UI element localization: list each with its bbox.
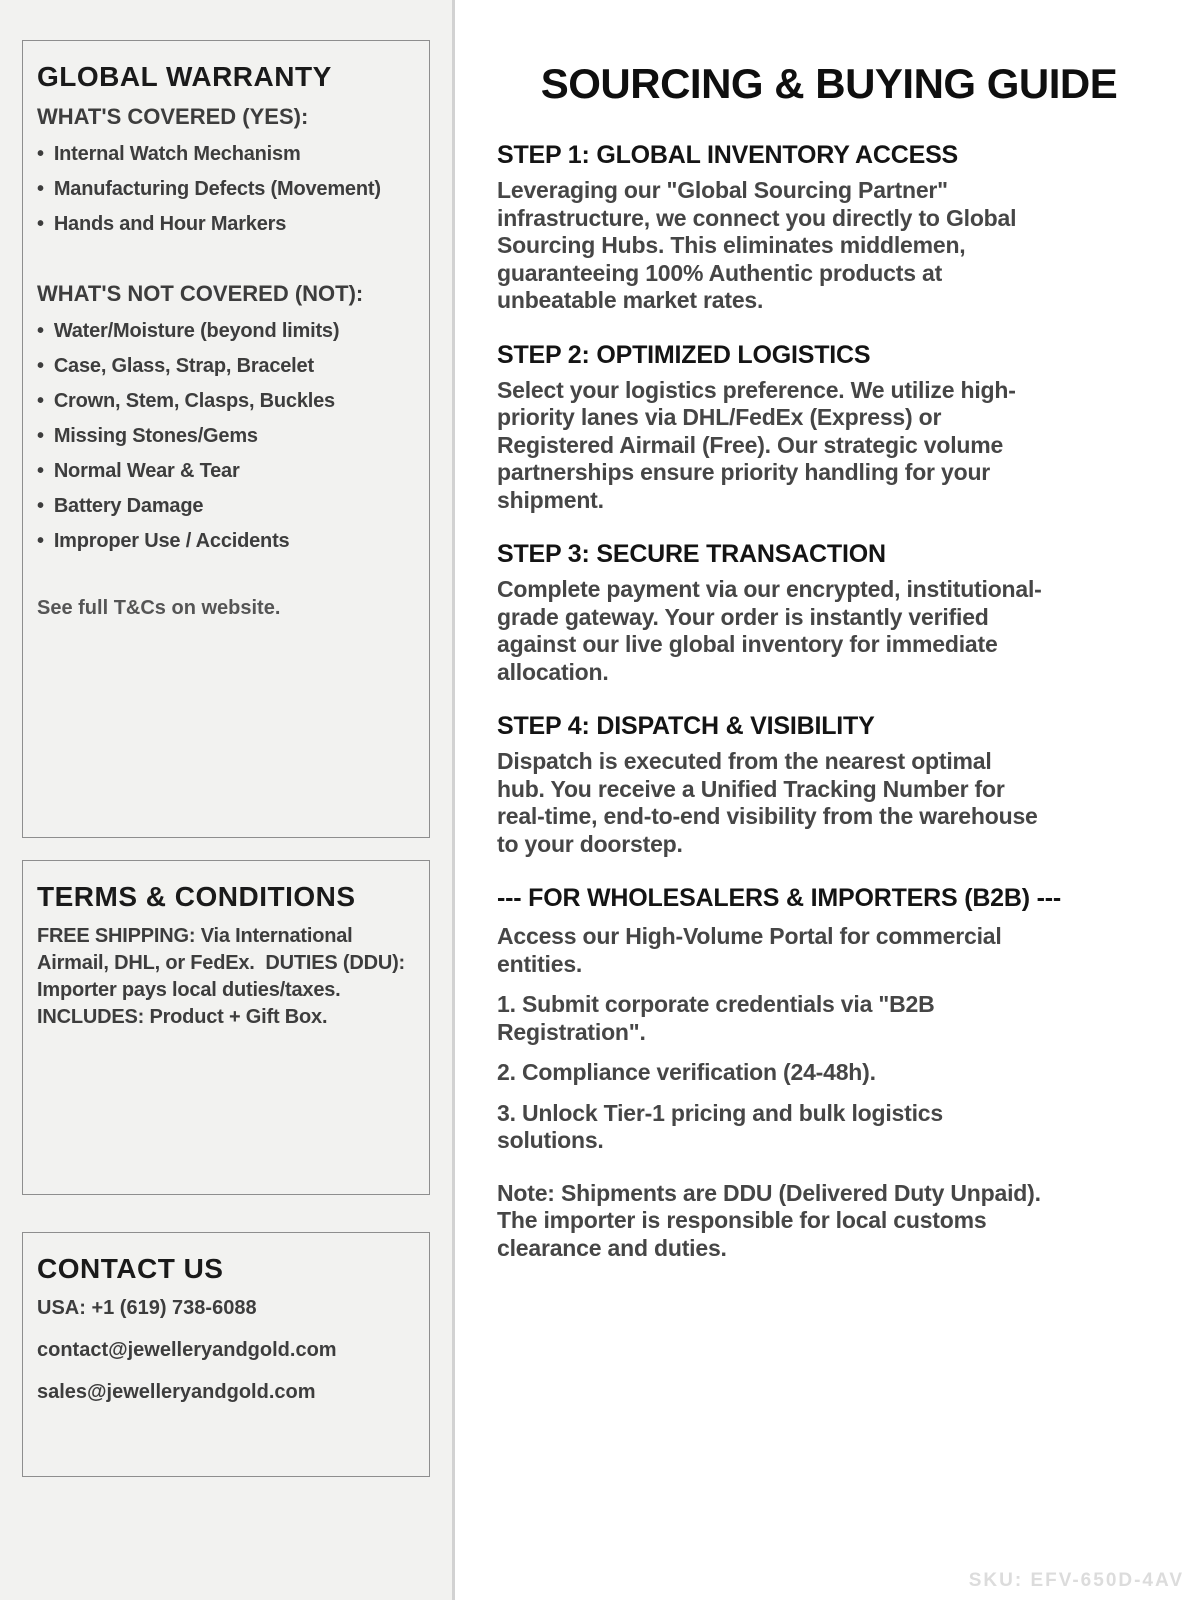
step-2-body: Select your logistics preference. We utilize high-priority lanes via DHL/FedEx (Express) or Registered Airmail (Free). Our strategic volume partnerships ensure priority handling for your shipment. xyxy=(497,376,1016,513)
warranty-footnote: See full T&Cs on website. xyxy=(37,597,281,619)
step-3-body: Complete payment via our encrypted, institutional-grade gateway. Your order is instantly verified against our live global inventory for immediate allocation. xyxy=(497,576,1042,685)
list-item: • Manufacturing Defects (Movement) xyxy=(37,172,417,207)
info-sidebar xyxy=(0,0,455,1600)
list-item: • Case, Glass, Strap, Bracelet xyxy=(37,349,417,384)
terms-title: TERMS & CONDITIONS xyxy=(37,881,356,912)
list-item: • Battery Damage xyxy=(37,489,417,524)
step-2-heading: STEP 2: OPTIMIZED LOGISTICS xyxy=(497,340,871,369)
contact-email-sales: sales@jewelleryandgold.com xyxy=(37,1381,316,1403)
contact-panel xyxy=(22,1232,430,1477)
contact-email-primary: contact@jewelleryandgold.com xyxy=(37,1339,337,1361)
list-item: • Improper Use / Accidents xyxy=(37,524,417,559)
sourcing-guide-main xyxy=(458,0,1200,1600)
b2b-section xyxy=(497,883,1061,1262)
list-item: • Water/Moisture (beyond limits) xyxy=(37,314,417,349)
step-3-heading: STEP 3: SECURE TRANSACTION xyxy=(497,540,886,568)
step-4-section xyxy=(497,711,1045,858)
b2b-item-2: 2. Compliance verification (24-48h). xyxy=(497,1059,876,1085)
b2b-item-1: 1. Submit corporate credentials via "B2B Registration". xyxy=(497,991,935,1045)
sku-label: SKU: EFV-650D-4AV xyxy=(968,1570,1184,1591)
contact-title: CONTACT US xyxy=(37,1253,224,1284)
list-item: • Missing Stones/Gems xyxy=(37,419,417,454)
not-covered-list xyxy=(37,314,417,559)
b2b-note: Note: Shipments are DDU (Delivered Duty Unpaid). The importer is responsible for local customs clearance and duties. xyxy=(497,1179,1041,1261)
terms-body: FREE SHIPPING: Via International Airmail, DHL, or FedEx. DUTIES (DDU): Importer pays local duties/taxes. INCLUDES: Product + Gift Box. xyxy=(37,925,411,1028)
warranty-title: GLOBAL WARRANTY xyxy=(37,61,332,92)
list-item: • Internal Watch Mechanism xyxy=(37,137,417,172)
page-title: SOURCING & BUYING GUIDE xyxy=(540,60,1118,107)
step-1-body: Leveraging our "Global Sourcing Partner" infrastructure, we connect you directly to Global Sourcing Hubs. This eliminates middlemen, guaranteeing 100% Authentic products at unbeatable market rates. xyxy=(497,177,1017,313)
step-4-body: Dispatch is executed from the nearest optimal hub. You receive a Unified Tracking Number for real-time, end-to-end visibility from the warehouse to your doorstep. xyxy=(497,748,1038,857)
terms-panel xyxy=(22,860,430,1195)
step-2-section xyxy=(497,340,1045,515)
list-item: • Normal Wear & Tear xyxy=(37,454,417,489)
b2b-item-3: 3. Unlock Tier-1 pricing and bulk logistics solutions. xyxy=(497,1099,943,1153)
covered-list xyxy=(37,137,417,242)
list-item: • Crown, Stem, Clasps, Buckles xyxy=(37,384,417,419)
list-item: • Hands and Hour Markers xyxy=(37,207,417,242)
step-3-section xyxy=(497,539,1045,686)
not-covered-heading: WHAT'S NOT COVERED (NOT): xyxy=(37,281,364,306)
step-1-heading: STEP 1: GLOBAL INVENTORY ACCESS xyxy=(497,141,959,169)
step-4-heading: STEP 4: DISPATCH & VISIBILITY xyxy=(497,712,875,740)
global-warranty-panel xyxy=(22,40,430,838)
b2b-intro: Access our High-Volume Portal for commercial entities. xyxy=(497,923,1002,977)
step-1-section xyxy=(497,140,1045,315)
contact-phone: USA: +1 (619) 738-6088 xyxy=(37,1297,257,1319)
guide-content xyxy=(497,140,1061,1275)
covered-heading: WHAT'S COVERED (YES): xyxy=(37,104,309,129)
b2b-heading: --- FOR WHOLESALERS & IMPORTERS (B2B) --- xyxy=(497,884,1061,912)
